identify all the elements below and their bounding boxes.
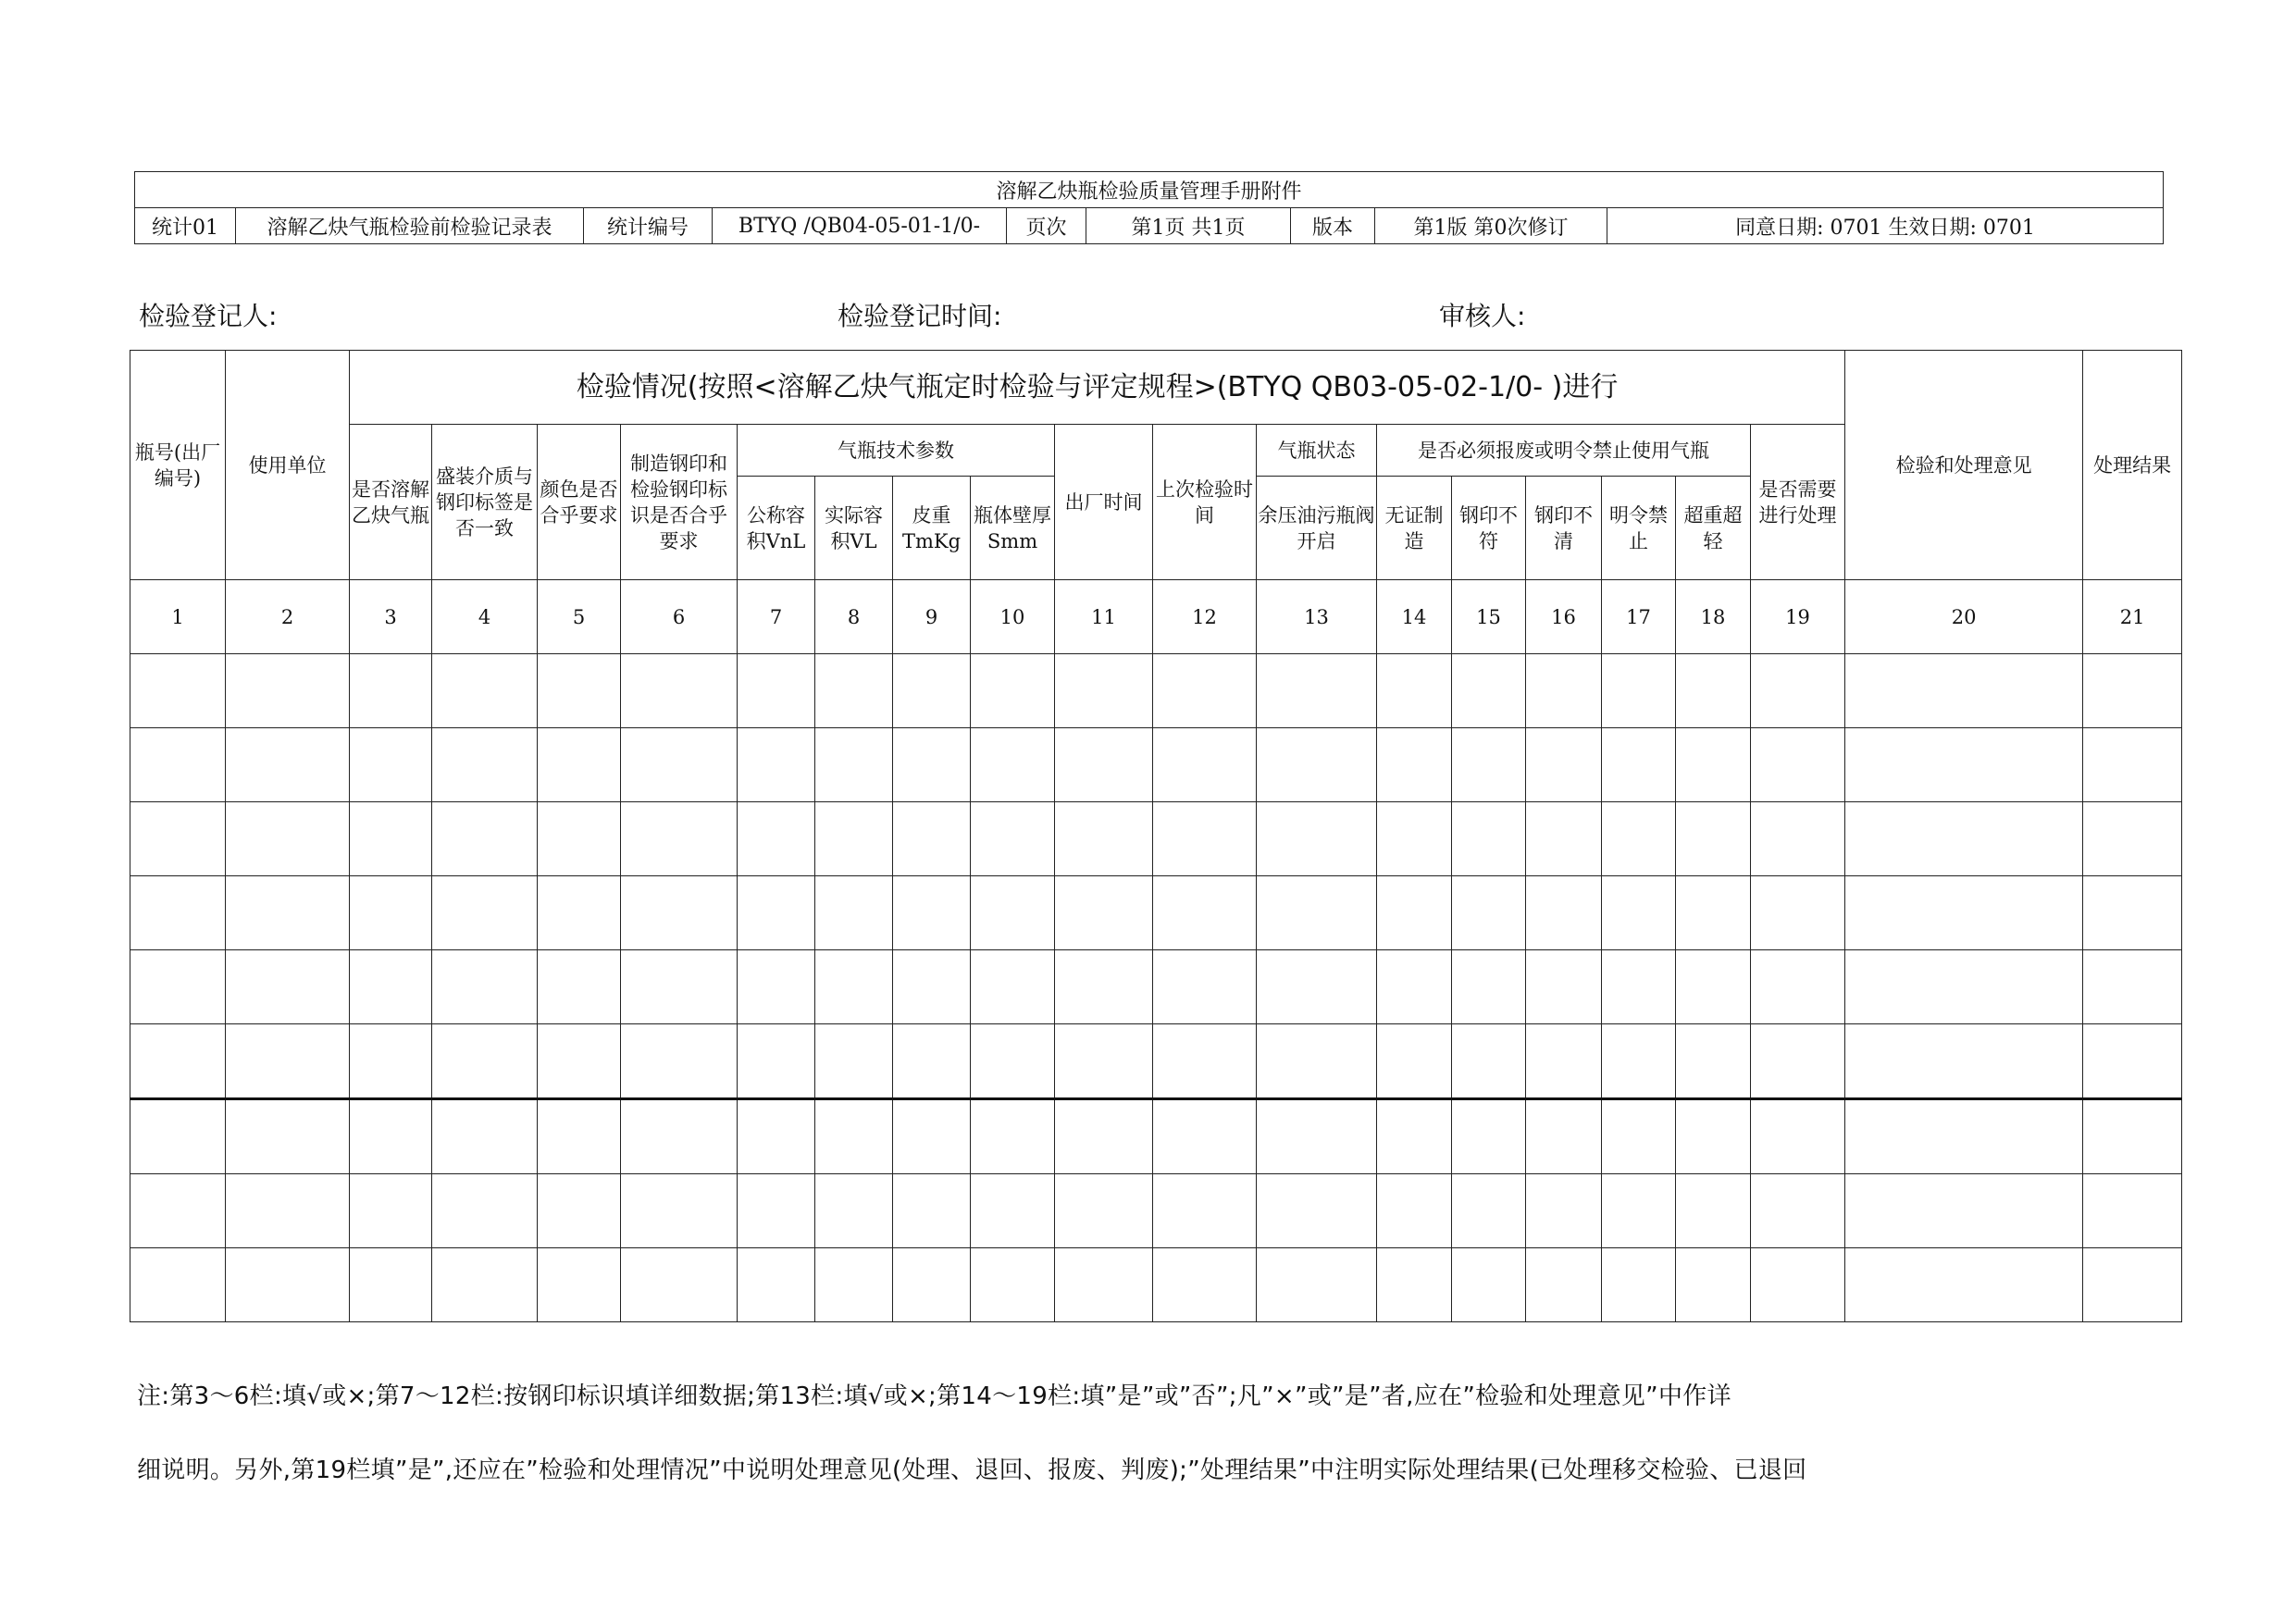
table-cell[interactable] <box>538 1248 621 1322</box>
table-cell[interactable] <box>1452 802 1526 876</box>
table-cell[interactable] <box>432 728 538 802</box>
col-18-header: 超重超轻 <box>1676 477 1751 580</box>
table-cell[interactable] <box>971 1174 1055 1248</box>
table-cell[interactable] <box>350 950 432 1024</box>
table-cell[interactable] <box>621 1099 738 1174</box>
table-cell[interactable] <box>1257 950 1377 1024</box>
table-cell[interactable] <box>1377 876 1452 950</box>
column-number: 14 <box>1377 580 1452 654</box>
table-cell[interactable] <box>350 1174 432 1248</box>
table-cell[interactable] <box>1055 876 1153 950</box>
table-cell[interactable] <box>1055 950 1153 1024</box>
table-cell[interactable] <box>1055 1024 1153 1099</box>
table-cell[interactable] <box>1676 802 1751 876</box>
table-cell[interactable] <box>432 876 538 950</box>
column-number: 2 <box>226 580 350 654</box>
table-cell[interactable] <box>2083 1024 2182 1099</box>
table-cell[interactable] <box>538 802 621 876</box>
table-cell[interactable] <box>2083 1099 2182 1174</box>
column-number: 18 <box>1676 580 1751 654</box>
table-cell[interactable] <box>1676 1174 1751 1248</box>
table-cell[interactable] <box>1055 654 1153 728</box>
table-cell[interactable] <box>538 1174 621 1248</box>
col-5-header: 颜色是否合乎要求 <box>538 425 621 580</box>
table-cell[interactable] <box>226 876 350 950</box>
table-cell[interactable] <box>1845 802 2083 876</box>
table-cell[interactable] <box>226 1248 350 1322</box>
table-cell[interactable] <box>1055 728 1153 802</box>
table-cell[interactable] <box>1526 654 1602 728</box>
table-cell[interactable] <box>1526 1024 1602 1099</box>
table-cell[interactable] <box>1526 1099 1602 1174</box>
table-cell[interactable] <box>2083 876 2182 950</box>
table-cell[interactable] <box>1452 876 1526 950</box>
col-21-header: 处理结果 <box>2083 351 2182 580</box>
table-cell[interactable] <box>1153 1099 1257 1174</box>
table-cell[interactable] <box>1751 654 1845 728</box>
column-number: 21 <box>2083 580 2182 654</box>
table-cell[interactable] <box>738 876 815 950</box>
table-cell[interactable] <box>1602 950 1676 1024</box>
table-cell[interactable] <box>621 654 738 728</box>
table-cell[interactable] <box>1153 1024 1257 1099</box>
table-cell[interactable] <box>432 802 538 876</box>
table-cell[interactable] <box>1526 876 1602 950</box>
table-cell[interactable] <box>815 654 893 728</box>
col-14-header: 无证制造 <box>1377 477 1452 580</box>
table-cell[interactable] <box>130 802 226 876</box>
table-cell[interactable] <box>1602 654 1676 728</box>
table-cell[interactable] <box>1602 1099 1676 1174</box>
column-number: 6 <box>621 580 738 654</box>
table-cell[interactable] <box>226 802 350 876</box>
table-cell[interactable] <box>2083 1248 2182 1322</box>
table-cell[interactable] <box>1153 876 1257 950</box>
table-cell[interactable] <box>1676 654 1751 728</box>
table-row <box>130 802 2182 876</box>
table-cell[interactable] <box>350 654 432 728</box>
table-cell[interactable] <box>1377 1174 1452 1248</box>
table-cell[interactable] <box>350 1024 432 1099</box>
table-row <box>130 876 2182 950</box>
table-cell[interactable] <box>1845 1099 2083 1174</box>
table-cell[interactable] <box>815 1099 893 1174</box>
column-number: 15 <box>1452 580 1526 654</box>
table-cell[interactable] <box>815 1174 893 1248</box>
col-unit-header: 使用单位 <box>226 351 350 580</box>
table-cell[interactable] <box>1257 1099 1377 1174</box>
table-cell[interactable] <box>350 802 432 876</box>
table-cell[interactable] <box>432 1174 538 1248</box>
table-cell[interactable] <box>621 1248 738 1322</box>
table-cell[interactable] <box>350 728 432 802</box>
table-cell[interactable] <box>226 1099 350 1174</box>
page-value: 第1页 共1页 <box>1086 208 1291 244</box>
column-number: 16 <box>1526 580 1602 654</box>
table-cell[interactable] <box>1845 876 2083 950</box>
column-number: 1 <box>130 580 226 654</box>
table-cell[interactable] <box>432 950 538 1024</box>
table-cell[interactable] <box>1055 1248 1153 1322</box>
table-cell[interactable] <box>621 1174 738 1248</box>
table-cell[interactable] <box>815 1024 893 1099</box>
table-cell[interactable] <box>1676 728 1751 802</box>
table-cell[interactable] <box>1452 1248 1526 1322</box>
col-10-header: 瓶体壁厚Smm <box>971 477 1055 580</box>
form-name: 溶解乙炔气瓶检验前检验记录表 <box>236 208 584 244</box>
table-cell[interactable] <box>1526 1248 1602 1322</box>
dates-value: 同意日期: 0701 生效日期: 0701 <box>1607 208 2164 244</box>
table-cell[interactable] <box>1377 950 1452 1024</box>
table-cell[interactable] <box>1055 802 1153 876</box>
registrar-label: 检验登记人: <box>139 301 278 331</box>
column-number: 17 <box>1602 580 1676 654</box>
table-cell[interactable] <box>2083 950 2182 1024</box>
table-cell[interactable] <box>738 1024 815 1099</box>
table-cell[interactable] <box>226 654 350 728</box>
col-13-header: 余压油污瓶阀开启 <box>1257 477 1377 580</box>
table-cell[interactable] <box>1377 802 1452 876</box>
scrap-group-header: 是否必须报废或明令禁止使用气瓶 <box>1377 425 1751 477</box>
table-cell[interactable] <box>621 802 738 876</box>
table-cell[interactable] <box>893 950 971 1024</box>
column-number: 19 <box>1751 580 1845 654</box>
table-cell[interactable] <box>738 802 815 876</box>
table-cell[interactable] <box>1845 1248 2083 1322</box>
table-cell[interactable] <box>2083 1174 2182 1248</box>
col-16-header: 钢印不清 <box>1526 477 1602 580</box>
column-number-row <box>130 580 2182 654</box>
table-cell[interactable] <box>738 1248 815 1322</box>
table-cell[interactable] <box>1845 1024 2083 1099</box>
table-cell[interactable] <box>1751 1099 1845 1174</box>
table-cell[interactable] <box>893 1024 971 1099</box>
table-cell[interactable] <box>1257 876 1377 950</box>
col-9-header: 皮重TmKg <box>893 477 971 580</box>
table-cell[interactable] <box>1526 728 1602 802</box>
table-cell[interactable] <box>432 654 538 728</box>
table-row <box>130 1248 2182 1322</box>
table-cell[interactable] <box>1602 728 1676 802</box>
table-cell[interactable] <box>130 1174 226 1248</box>
table-cell[interactable] <box>738 1174 815 1248</box>
table-cell[interactable] <box>1055 1099 1153 1174</box>
header-table <box>134 171 2164 244</box>
table-cell[interactable] <box>893 876 971 950</box>
table-cell[interactable] <box>1452 728 1526 802</box>
table-cell[interactable] <box>815 950 893 1024</box>
column-number: 9 <box>893 580 971 654</box>
table-cell[interactable] <box>971 950 1055 1024</box>
table-cell[interactable] <box>1452 950 1526 1024</box>
table-cell[interactable] <box>1845 1174 2083 1248</box>
table-cell[interactable] <box>226 1174 350 1248</box>
table-cell[interactable] <box>738 1099 815 1174</box>
column-number: 13 <box>1257 580 1377 654</box>
table-cell[interactable] <box>1676 1248 1751 1322</box>
manual-title: 溶解乙炔瓶检验质量管理手册附件 <box>135 172 2164 208</box>
table-cell[interactable] <box>1153 728 1257 802</box>
column-number: 8 <box>815 580 893 654</box>
table-cell[interactable] <box>538 876 621 950</box>
table-row <box>130 950 2182 1024</box>
col-bottle-no-header: 瓶号(出厂编号) <box>130 351 226 580</box>
table-cell[interactable] <box>1845 950 2083 1024</box>
table-cell[interactable] <box>1257 1248 1377 1322</box>
table-cell[interactable] <box>1526 802 1602 876</box>
col-7-header: 公称容积VnL <box>738 477 815 580</box>
table-cell[interactable] <box>621 876 738 950</box>
version-label: 版本 <box>1291 208 1375 244</box>
inspection-group-header: 检验情况(按照<溶解乙炔气瓶定时检验与评定规程>(BTYQ QB03-05-02-1/0- )进行 <box>350 351 1845 425</box>
table-cell[interactable] <box>226 1024 350 1099</box>
table-cell[interactable] <box>350 1099 432 1174</box>
state-group-header: 气瓶状态 <box>1257 425 1377 477</box>
table-cell[interactable] <box>971 1024 1055 1099</box>
column-number: 5 <box>538 580 621 654</box>
col-12-header: 上次检验时间 <box>1153 425 1257 580</box>
table-cell[interactable] <box>226 950 350 1024</box>
table-cell[interactable] <box>893 1248 971 1322</box>
table-cell[interactable] <box>432 1099 538 1174</box>
table-cell[interactable] <box>1377 728 1452 802</box>
table-row <box>130 1174 2182 1248</box>
column-number: 20 <box>1845 580 2083 654</box>
table-cell[interactable] <box>1377 654 1452 728</box>
table-cell[interactable] <box>1055 1174 1153 1248</box>
stat-no-value: BTYQ /QB04-05-01-1/0- <box>713 208 1007 244</box>
table-cell[interactable] <box>621 950 738 1024</box>
column-number: 7 <box>738 580 815 654</box>
table-cell[interactable] <box>1751 802 1845 876</box>
col-8-header: 实际容积VL <box>815 477 893 580</box>
table-cell[interactable] <box>1452 1174 1526 1248</box>
params-group-header: 气瓶技术参数 <box>738 425 1055 477</box>
table-cell[interactable] <box>432 1248 538 1322</box>
table-cell[interactable] <box>1153 654 1257 728</box>
table-cell[interactable] <box>971 802 1055 876</box>
reviewer-label: 审核人: <box>1439 301 1526 331</box>
register-time-label: 检验登记时间: <box>838 301 1002 331</box>
table-cell[interactable] <box>1257 1024 1377 1099</box>
table-cell[interactable] <box>815 1248 893 1322</box>
column-number: 4 <box>432 580 538 654</box>
table-cell[interactable] <box>1751 876 1845 950</box>
table-cell[interactable] <box>130 1248 226 1322</box>
table-cell[interactable] <box>1452 654 1526 728</box>
table-cell[interactable] <box>1602 876 1676 950</box>
table-cell[interactable] <box>1845 654 2083 728</box>
code-label: 统计01 <box>135 208 236 244</box>
table-cell[interactable] <box>1153 1174 1257 1248</box>
table-cell[interactable] <box>738 950 815 1024</box>
table-cell[interactable] <box>1526 1174 1602 1248</box>
table-cell[interactable] <box>1676 950 1751 1024</box>
table-cell[interactable] <box>130 728 226 802</box>
table-cell[interactable] <box>130 1099 226 1174</box>
table-row <box>130 728 2182 802</box>
table-cell[interactable] <box>1602 802 1676 876</box>
table-cell[interactable] <box>1751 950 1845 1024</box>
table-cell[interactable] <box>815 802 893 876</box>
table-cell[interactable] <box>130 654 226 728</box>
table-cell[interactable] <box>1751 1024 1845 1099</box>
table-cell[interactable] <box>893 654 971 728</box>
table-cell[interactable] <box>1257 728 1377 802</box>
table-cell[interactable] <box>1676 1099 1751 1174</box>
table-row <box>130 1024 2182 1099</box>
column-number: 12 <box>1153 580 1257 654</box>
column-number: 10 <box>971 580 1055 654</box>
table-cell[interactable] <box>1845 728 2083 802</box>
table-cell[interactable] <box>350 876 432 950</box>
table-cell[interactable] <box>893 802 971 876</box>
table-cell[interactable] <box>130 876 226 950</box>
record-rows <box>130 654 2182 1322</box>
table-cell[interactable] <box>1751 728 1845 802</box>
table-cell[interactable] <box>1377 1024 1452 1099</box>
table-cell[interactable] <box>226 728 350 802</box>
note-line-1: 注:第3～6栏:填√或×;第7～12栏:按钢印标识填详细数据;第13栏:填√或×;第14～19栏:填”是”或”否”;凡”×”或”是”者,应在”检验和处理意见”中作详 <box>137 1382 1731 1410</box>
inspection-record-table <box>130 350 2182 1322</box>
col-3-header: 是否溶解乙炔气瓶 <box>350 425 432 580</box>
table-cell[interactable] <box>893 1174 971 1248</box>
col-6-header: 制造钢印和检验钢印标识是否合乎要求 <box>621 425 738 580</box>
table-cell[interactable] <box>1602 1174 1676 1248</box>
table-cell[interactable] <box>130 950 226 1024</box>
table-cell[interactable] <box>1153 1248 1257 1322</box>
table-cell[interactable] <box>1153 950 1257 1024</box>
table-cell[interactable] <box>971 876 1055 950</box>
version-value: 第1版 第0次修订 <box>1375 208 1607 244</box>
table-cell[interactable] <box>893 1099 971 1174</box>
table-cell[interactable] <box>1452 1024 1526 1099</box>
col-20-header: 检验和处理意见 <box>1845 351 2083 580</box>
col-19-header: 是否需要进行处理 <box>1751 425 1845 580</box>
table-cell[interactable] <box>350 1248 432 1322</box>
page-label: 页次 <box>1007 208 1086 244</box>
table-row <box>130 654 2182 728</box>
table-cell[interactable] <box>130 1024 226 1099</box>
table-cell[interactable] <box>538 728 621 802</box>
table-cell[interactable] <box>538 654 621 728</box>
table-cell[interactable] <box>1676 876 1751 950</box>
table-cell[interactable] <box>2083 802 2182 876</box>
table-cell[interactable] <box>815 728 893 802</box>
table-cell[interactable] <box>432 1024 538 1099</box>
table-cell[interactable] <box>621 728 738 802</box>
table-cell[interactable] <box>538 950 621 1024</box>
table-cell[interactable] <box>1602 1024 1676 1099</box>
col-15-header: 钢印不符 <box>1452 477 1526 580</box>
table-cell[interactable] <box>2083 728 2182 802</box>
col-17-header: 明令禁止 <box>1602 477 1676 580</box>
table-row <box>130 1099 2182 1174</box>
table-cell[interactable] <box>1257 654 1377 728</box>
table-cell[interactable] <box>738 728 815 802</box>
stat-no-label: 统计编号 <box>584 208 713 244</box>
table-cell[interactable] <box>621 1024 738 1099</box>
table-cell[interactable] <box>1676 1024 1751 1099</box>
table-cell[interactable] <box>1153 802 1257 876</box>
table-cell[interactable] <box>1751 1248 1845 1322</box>
table-cell[interactable] <box>971 728 1055 802</box>
table-cell[interactable] <box>815 876 893 950</box>
table-cell[interactable] <box>1257 802 1377 876</box>
col-11-header: 出厂时间 <box>1055 425 1153 580</box>
table-cell[interactable] <box>971 1248 1055 1322</box>
table-cell[interactable] <box>971 654 1055 728</box>
table-cell[interactable] <box>738 654 815 728</box>
table-cell[interactable] <box>1377 1099 1452 1174</box>
table-cell[interactable] <box>893 728 971 802</box>
table-cell[interactable] <box>1602 1248 1676 1322</box>
table-cell[interactable] <box>1257 1174 1377 1248</box>
note-line-2: 细说明。另外,第19栏填”是”,还应在”检验和处理情况”中说明处理意见(处理、退回、报废、判废);”处理结果”中注明实际处理结果(已处理移交检验、已退回 <box>137 1457 1807 1484</box>
column-number: 11 <box>1055 580 1153 654</box>
table-cell[interactable] <box>538 1024 621 1099</box>
table-cell[interactable] <box>2083 654 2182 728</box>
table-cell[interactable] <box>971 1099 1055 1174</box>
table-cell[interactable] <box>1377 1248 1452 1322</box>
column-number: 3 <box>350 580 432 654</box>
table-cell[interactable] <box>538 1099 621 1174</box>
table-cell[interactable] <box>1452 1099 1526 1174</box>
table-cell[interactable] <box>1751 1174 1845 1248</box>
col-4-header: 盛装介质与钢印标签是否一致 <box>432 425 538 580</box>
table-cell[interactable] <box>1526 950 1602 1024</box>
